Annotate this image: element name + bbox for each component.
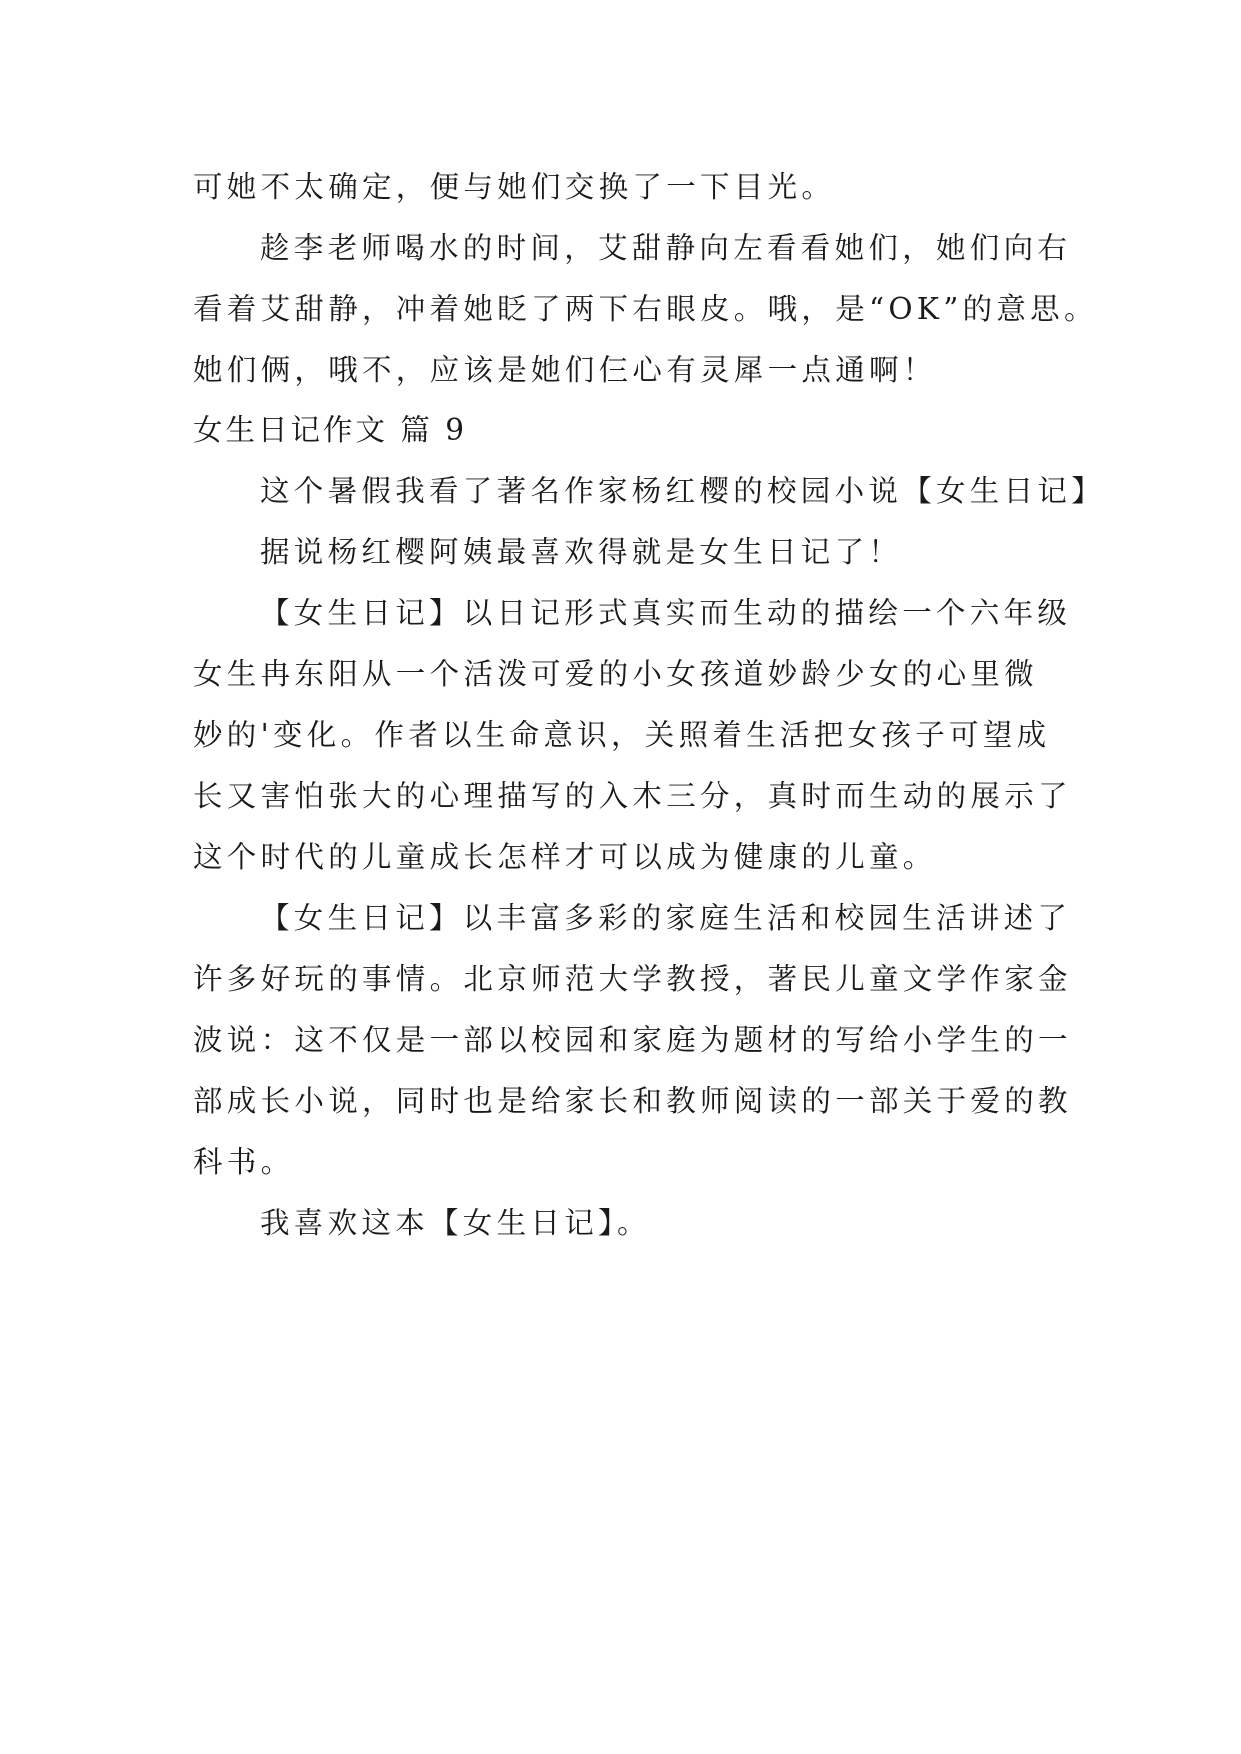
paragraph-line: 这个时代的儿童成长怎样才可以成为健康的儿童。	[193, 840, 937, 874]
paragraph-line: 据说杨红樱阿姨最喜欢得就是女生日记了！	[260, 535, 903, 569]
paragraph-conclusion	[193, 1193, 1057, 1254]
paragraph-line: 可她不太确定，便与她们交换了一下目光。	[193, 170, 836, 204]
paragraph-line: 看着艾甜静，冲着她眨了两下右眼皮。哦，是“OK”的意思。	[193, 292, 1098, 326]
opening-paragraph	[193, 157, 1057, 218]
paragraph-book-description	[193, 583, 1072, 888]
paragraph-line: 趁李老师喝水的时间，艾甜静向左看看她们，她们向右	[260, 231, 1072, 265]
section-heading-text: 女生日记作文 篇 9	[193, 413, 468, 447]
paragraph-line: 这个暑假我看了著名作家杨红樱的校园小说【女生日记】	[260, 474, 1106, 508]
paragraph-line: 许多好玩的事情。北京师范大学教授，著民儿童文学作家金	[193, 962, 1072, 996]
section-heading	[193, 400, 1057, 461]
paragraph-line: 女生冉东阳从一个活泼可爱的小女孩道妙龄少女的心里微	[193, 657, 1039, 691]
paragraph-author-favorite	[193, 522, 1057, 583]
paragraph-summer-reading	[193, 461, 1106, 522]
paragraph-line: 部成长小说，同时也是给家长和教师阅读的一部关于爱的教	[193, 1084, 1072, 1118]
paragraph-line: 【女生日记】以日记形式真实而生动的描绘一个六年级	[260, 596, 1072, 630]
paragraph-line: 我喜欢这本【女生日记】。	[260, 1206, 651, 1240]
paragraph-tea-break	[193, 218, 1098, 401]
paragraph-line: 妙的'变化。作者以生命意识，关照着生活把女孩子可望成	[193, 718, 1051, 752]
paragraph-line: 波说：这不仅是一部以校园和家庭为题材的写给小学生的一	[193, 1023, 1072, 1057]
paragraph-book-praise	[193, 888, 1072, 1193]
paragraph-line: 她们俩，哦不，应该是她们仨心有灵犀一点通啊！	[193, 353, 937, 387]
paragraph-line: 科书。	[193, 1145, 295, 1179]
paragraph-line: 【女生日记】以丰富多彩的家庭生活和校园生活讲述了	[260, 901, 1072, 935]
paragraph-line: 长又害怕张大的心理描写的入木三分，真时而生动的展示了	[193, 779, 1072, 813]
